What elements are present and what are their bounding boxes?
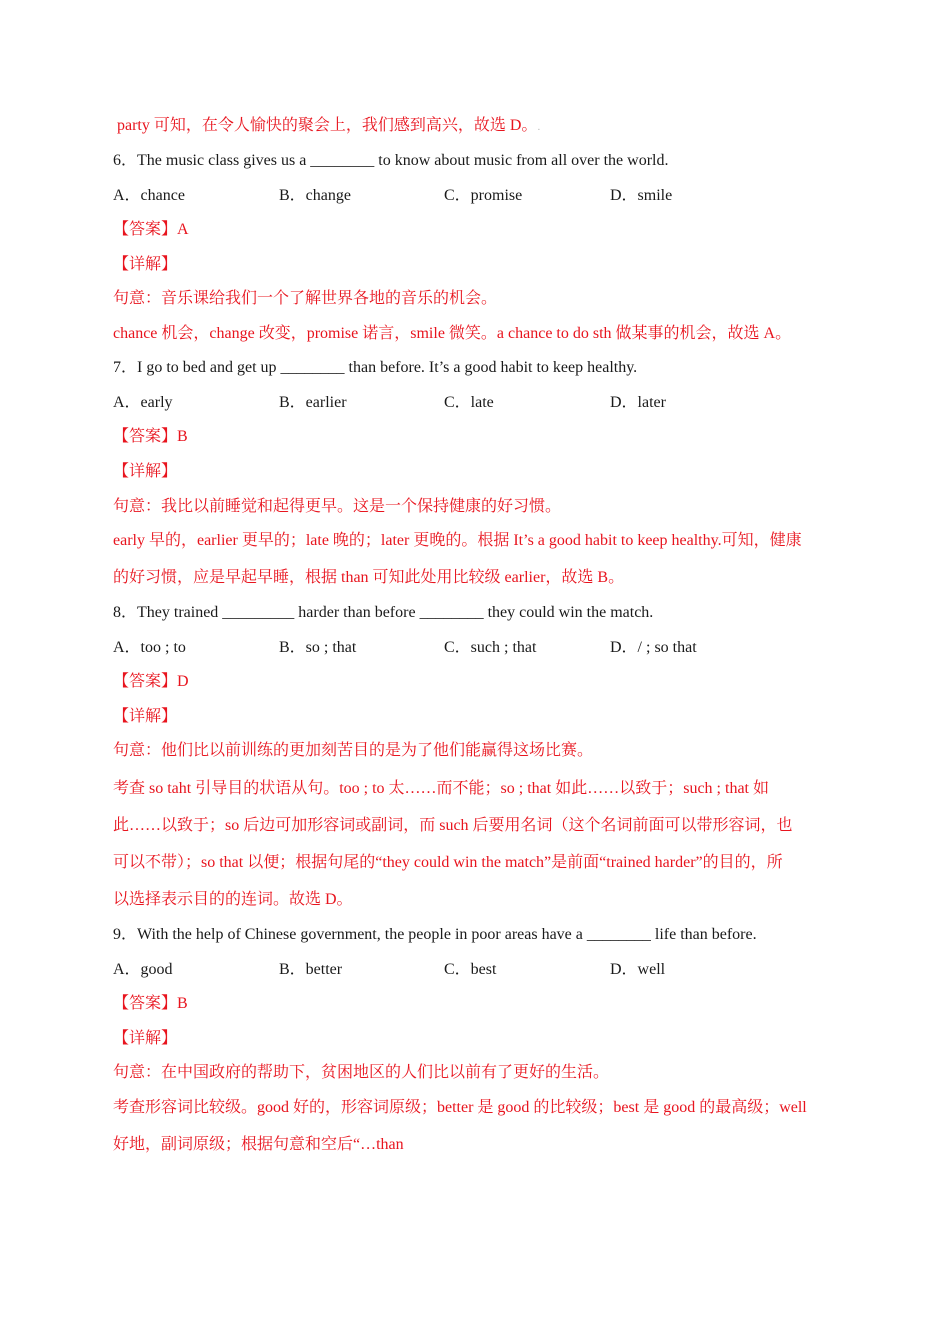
question-7: 7．I go to bed and get up ________ than before. It’s a good habit to keep healthy. xyxy=(113,359,638,376)
q9-analysis-line-1: 考查形容词比较级。good 好的，形容词原级；better 是 good 的比较级；best 是 good 的最高级；well xyxy=(113,1099,807,1116)
q7-option-c: C．late xyxy=(444,394,494,411)
explanation-line: party 可知，在令人愉快的聚会上，我们感到高兴，故选 D。. xyxy=(117,117,541,134)
q8-option-a: A．too ; to xyxy=(113,639,186,656)
q9-option-b: B．better xyxy=(279,961,343,978)
q9-analysis-line-2: 好地，副词原级；根据句意和空后“…than xyxy=(113,1136,404,1153)
q6-analysis: chance 机会，change 改变，promise 诺言，smile 微笑。a chance to do sth 做某事的机会，故选 A。 xyxy=(113,325,792,342)
q8-analysis-line-3: 可以不带）；so that 以便；根据句尾的“they could win the match”是前面“trained harder”的目的，所 xyxy=(113,854,783,871)
q7-answer: 【答案】B xyxy=(113,428,188,445)
q9-explanation-heading: 【详解】 xyxy=(113,1030,178,1047)
q9-sentence-meaning: 句意：在中国政府的帮助下，贫困地区的人们比以前有了更好的生活。 xyxy=(113,1064,610,1081)
q8-option-c: C．such ; that xyxy=(444,639,537,656)
q7-option-a: A．early xyxy=(113,394,173,411)
q8-option-d: D．/ ; so that xyxy=(610,639,697,656)
question-6: 6．The music class gives us a ________ to know about music from all over the world. xyxy=(113,152,669,169)
q9-option-a: A．good xyxy=(113,961,173,978)
q8-analysis-line-1: 考查 so taht 引导目的状语从句。too ; to 太……而不能；so ; that 如此……以致于；such ; that 如 xyxy=(113,780,769,797)
q8-option-b: B．so ; that xyxy=(279,639,357,656)
q7-analysis-line-1: early 早的，earlier 更早的；late 晚的；later 更晚的。根据 It’s a good habit to keep healthy.可知，健康 xyxy=(113,532,802,549)
q6-option-b: B．change xyxy=(279,187,351,204)
question-9: 9．With the help of Chinese government, the people in poor areas have a ________ life than before. xyxy=(113,926,757,943)
q7-explanation-heading: 【详解】 xyxy=(113,463,178,480)
q6-option-d: D．smile xyxy=(610,187,673,204)
q8-sentence-meaning: 句意：他们比以前训练的更加刻苦目的是为了他们能赢得这场比赛。 xyxy=(113,742,594,759)
q9-option-c: C．best xyxy=(444,961,497,978)
q6-sentence-meaning: 句意：音乐课给我们一个了解世界各地的音乐的机会。 xyxy=(113,290,498,307)
q8-answer: 【答案】D xyxy=(113,673,189,690)
q6-option-a: A．chance xyxy=(113,187,185,204)
q9-option-d: D．well xyxy=(610,961,666,978)
q8-analysis-line-2: 此……以致于；so 后边可加形容词或副词，而 such 后要用名词（这个名词前面可以带形容词，也 xyxy=(113,817,793,834)
q7-analysis-line-2: 的好习惯，应是早起早睡，根据 than 可知此处用比较级 earlier，故选 B。 xyxy=(113,569,625,586)
question-8: 8．They trained _________ harder than before ________ they could win the match. xyxy=(113,604,654,621)
q6-answer: 【答案】A xyxy=(113,221,189,238)
q9-answer: 【答案】B xyxy=(113,995,188,1012)
q6-explanation-heading: 【详解】 xyxy=(113,256,178,273)
q7-sentence-meaning: 句意：我比以前睡觉和起得更早。这是一个保持健康的好习惯。 xyxy=(113,498,562,515)
q7-option-d: D．later xyxy=(610,394,666,411)
q8-explanation-heading: 【详解】 xyxy=(113,708,178,725)
q7-option-b: B．earlier xyxy=(279,394,347,411)
q6-option-c: C．promise xyxy=(444,187,523,204)
q8-analysis-line-4: 以选择表示目的的连词。故选 D。 xyxy=(113,891,353,908)
